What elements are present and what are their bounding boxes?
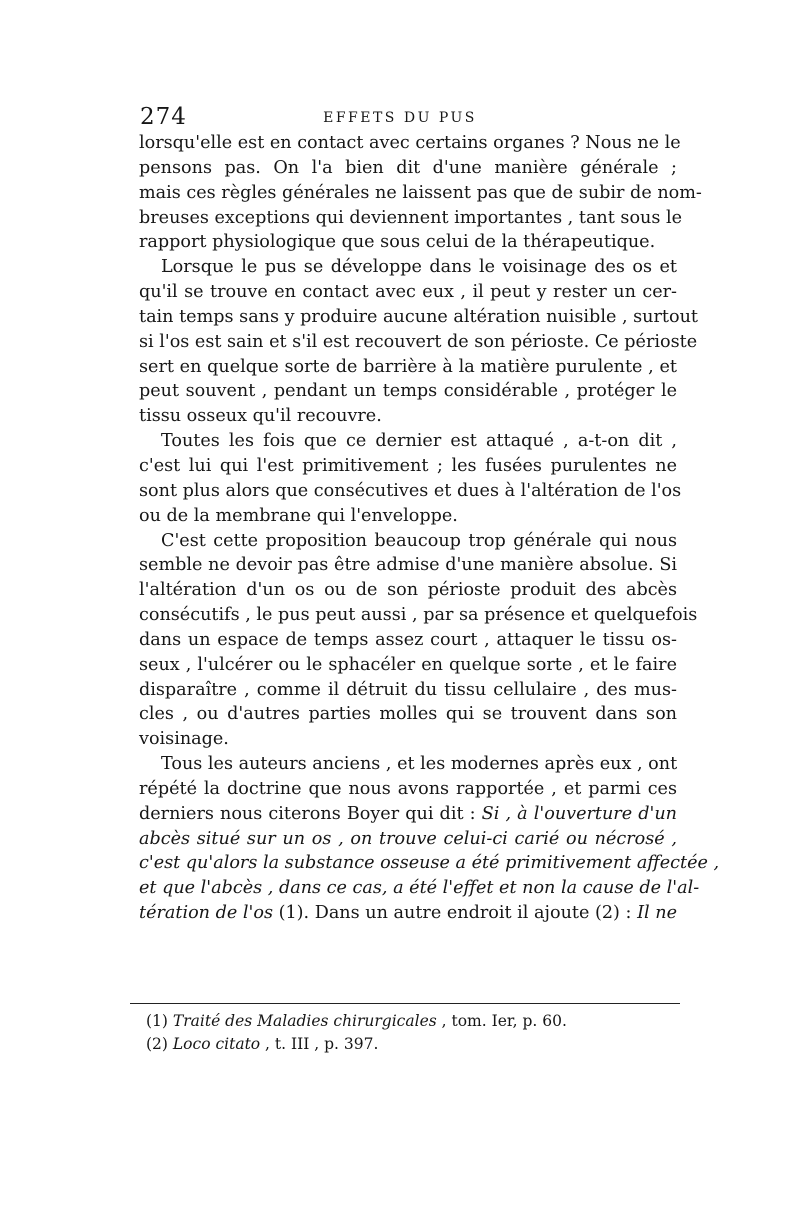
- italic-quote: tération de l'os: [139, 903, 273, 924]
- text-segment: voisinage.: [139, 729, 229, 750]
- text-line: [139, 702, 677, 727]
- text-line: [139, 305, 698, 330]
- text-segment: sont plus alors que consécutives et dues à l'altération de l'os: [139, 480, 682, 501]
- text-line: [139, 429, 677, 454]
- text-line: [139, 827, 677, 852]
- text-segment: dans un espace de temps assez court , attaquer le tissu os-: [139, 629, 677, 650]
- text-segment: pensons pas. On l'a bien dit d'une manière générale ;: [139, 157, 677, 178]
- text-line: [139, 727, 677, 752]
- text-segment: rapport physiologique que sous celui de la thérapeutique.: [139, 232, 656, 253]
- italic-quote: c'est qu'alors la substance osseuse a été primitivement affectée ,: [139, 853, 720, 874]
- footnote-rule: [130, 1003, 680, 1004]
- text-segment: tissu osseux qu'il recouvre.: [139, 406, 382, 427]
- text-line: [139, 280, 677, 305]
- footnote-rest: , tom. Ier, p. 60.: [436, 1012, 567, 1030]
- italic-quote: Il ne: [637, 903, 677, 924]
- text-line: [139, 131, 681, 156]
- text-line: [139, 454, 677, 479]
- text-line: [139, 578, 677, 603]
- text-line: [139, 355, 677, 380]
- text-line: [139, 255, 677, 280]
- text-segment: lorsqu'elle est en contact avec certains organes ? Nous ne le: [139, 133, 681, 153]
- footnote-mark: (2): [146, 1035, 173, 1053]
- text-line: [139, 653, 677, 678]
- text-line: [139, 529, 677, 554]
- text-line: [139, 156, 677, 181]
- text-line: [139, 479, 682, 504]
- text-segment: si l'os est sain et s'il est recouvert de son périoste. Ce périoste: [139, 331, 698, 352]
- text-line: [139, 379, 677, 404]
- page-number: 274: [140, 104, 187, 130]
- text-segment: tain temps sans y produire aucune altération nuisible , surtout: [139, 306, 698, 327]
- text-line: [139, 851, 720, 876]
- text-segment: sert en quelque sorte de barrière à la matière purulente , et: [139, 356, 677, 377]
- italic-quote: et que l'abcès , dans ce cas, a été l'effet et non la cause de l'al-: [139, 878, 700, 899]
- text-segment: ou de la membrane qui l'enveloppe.: [139, 505, 458, 526]
- text-segment: disparaître , comme il détruit du tissu cellulaire , des mus-: [139, 679, 677, 700]
- text-segment: derniers nous citerons Boyer qui dit :: [139, 803, 482, 824]
- footnotes: [146, 1010, 666, 1056]
- text-segment: répété la doctrine que nous avons rapportée , et parmi ces: [139, 778, 677, 799]
- text-segment: l'altération d'un os ou de son périoste produit des abcès: [139, 580, 677, 601]
- footnote-rest: , t. III , p. 397.: [260, 1035, 379, 1053]
- footnote: [146, 1033, 666, 1056]
- text-segment: (1). Dans un autre endroit il ajoute (2) :: [272, 903, 638, 924]
- text-line: [139, 504, 677, 529]
- footnote-title: Traité des Maladies chirurgicales: [172, 1012, 437, 1030]
- text-line: [139, 603, 698, 628]
- text-line: [139, 678, 677, 703]
- text-line: [139, 876, 700, 901]
- text-line: [139, 230, 677, 255]
- text-line: [139, 802, 677, 827]
- text-segment: seux , l'ulcérer ou le sphacéler en quelque sorte , et le faire: [139, 654, 677, 675]
- text-segment: consécutifs , le pus peut aussi , par sa présence et quelquefois: [139, 605, 698, 626]
- italic-quote: Si , à l'ouverture d'un: [481, 803, 678, 824]
- text-segment: mais ces règles générales ne laissent pas que de subir de nom-: [139, 182, 702, 203]
- text-segment: qu'il se trouve en contact avec eux , il peut y rester un cer-: [139, 282, 677, 303]
- text-segment: cles , ou d'autres parties molles qui se trouvent dans son: [139, 704, 677, 725]
- text-segment: C'est cette proposition beaucoup trop générale qui nous: [161, 530, 677, 551]
- footnote: [146, 1010, 666, 1033]
- text-line: [139, 330, 698, 355]
- footnote-title: Loco citato: [172, 1035, 261, 1053]
- running-title: EFFETS DU PUS: [323, 110, 477, 126]
- italic-quote: abcès situé sur un os , on trouve celui-ci carié ou nécrosé ,: [139, 828, 677, 849]
- text-segment: semble ne devoir pas être admise d'une manière absolue. Si: [139, 555, 677, 576]
- text-line: [139, 901, 677, 926]
- text-segment: peut souvent , pendant un temps considérable , protéger le: [139, 381, 677, 402]
- text-line: [139, 777, 677, 802]
- text-line: [139, 752, 677, 777]
- body-text: [139, 131, 720, 926]
- footnote-mark: (1): [146, 1012, 173, 1030]
- text-segment: Lorsque le pus se développe dans le voisinage des os et: [161, 257, 677, 278]
- text-segment: c'est lui qui l'est primitivement ; les fusées purulentes ne: [139, 455, 677, 476]
- text-segment: breuses exceptions qui deviennent importantes , tant sous le: [139, 207, 683, 228]
- text-line: [139, 404, 677, 429]
- text-line: [139, 628, 677, 653]
- text-segment: Tous les auteurs anciens , et les modernes après eux , ont: [161, 754, 678, 775]
- text-line: [139, 181, 702, 206]
- text-segment: Toutes les fois que ce dernier est attaqué , a-t-on dit ,: [161, 431, 677, 452]
- text-line: [139, 553, 677, 578]
- text-line: [139, 206, 683, 231]
